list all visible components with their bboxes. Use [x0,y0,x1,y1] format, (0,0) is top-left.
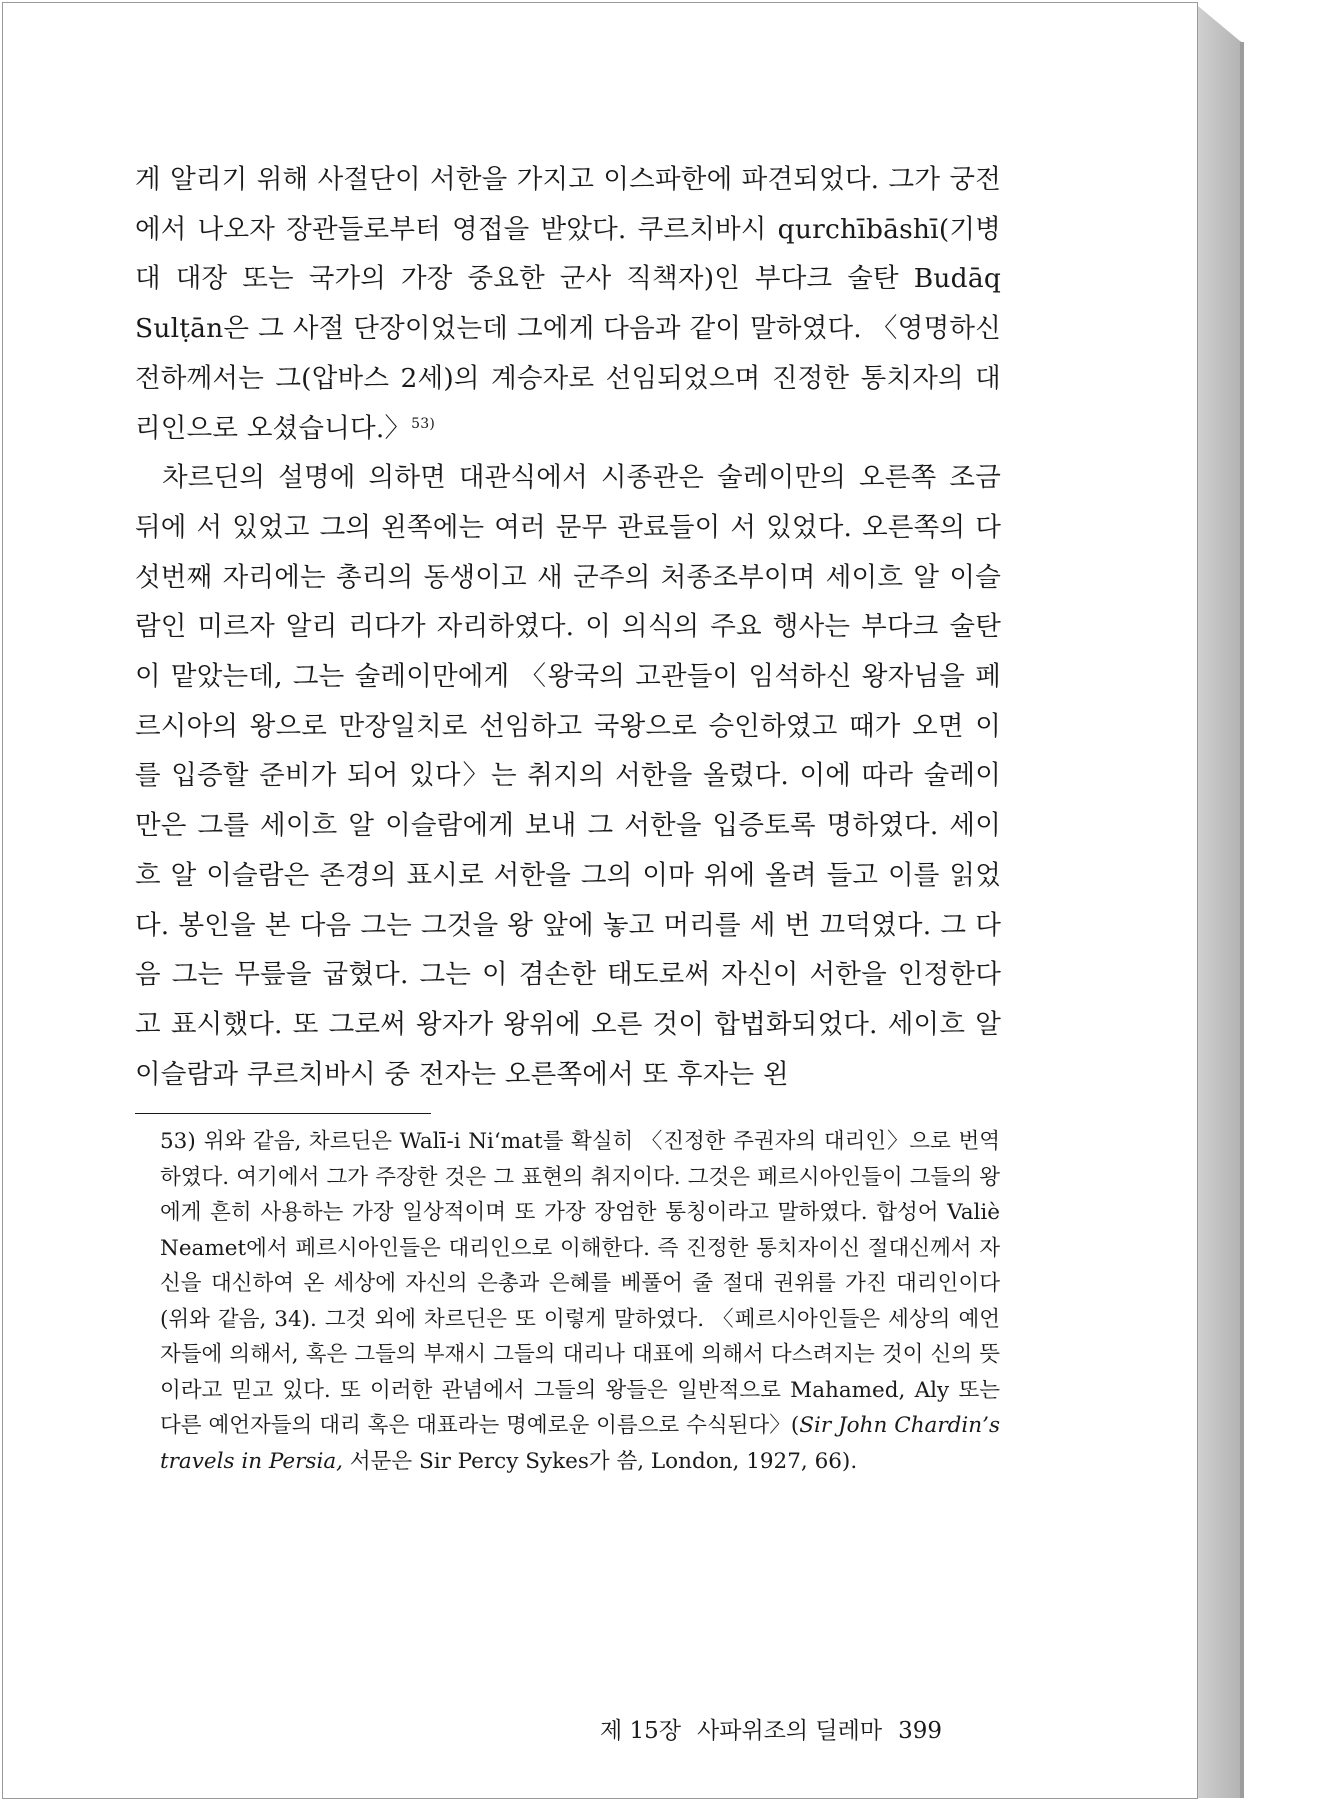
chapter-title: 사파위조의 딜레마 [697,1718,883,1744]
page-edge-shadow [1240,42,1244,1798]
footnote-text-2: 서문은 Sir Percy Sykes가 씀, London, 1927, 66). [342,1448,858,1474]
footnote-number: 53) [160,1129,196,1154]
footnote-cited-title: Sir John Chardin’s travels in Persia, [160,1413,1000,1474]
paragraph-1-text: 게 알리기 위해 사절단이 서한을 가지고 이스파한에 파견되었다. 그가 궁전에서 나오자 장관들로부터 영접을 받았다. 쿠르치바시 qurchībāshī(기병대 대장 또는 국가의 가장 중요한 군사 직책자)인 부다크 술탄 Budāq Sulṭān은 그 사절 단장이었는데 그에게 다음과 같이 말하였다. 〈영명하신 전하께서는 그(압바스 2세)의 계승자로 선임되었으며 진정한 통치자의 대리인으로 오셨습니다.〉 [135,164,1001,444]
body-text [135,155,1001,1099]
page-stack-edge [1198,6,1241,1798]
footnote-53 [160,1124,1000,1479]
paragraph-2: 차르딘의 설명에 의하면 대관식에서 시종관은 술레이만의 오른쪽 조금 뒤에 서 있었고 그의 왼쪽에는 여러 문무 관료들이 서 있었다. 오른쪽의 다섯번째 자리에는 총리의 동생이고 새 군주의 처종조부이며 세이흐 알 이슬람인 미르자 알리 리다가 자리하였다. 이 의식의 주요 행사는 부다크 술탄이 맡았는데, 그는 술레이만에게 〈왕국의 고관들이 임석하신 왕자님을 페르시아의 왕으로 만장일치로 선임하고 국왕으로 승인하였고 때가 오면 이를 입증할 준비가 되어 있다〉는 취지의 서한을 올렸다. 이에 따라 술레이만은 그를 세이흐 알 이슬람에게 보내 그 서한을 입증토록 명하였다. 세이흐 알 이슬람은 존경의 표시로 서한을 그의 이마 위에 올려 들고 이를 읽었다. 봉인을 본 다음 그는 그것을 왕 앞에 놓고 머리를 세 번 끄덕였다. 그 다음 그는 무릎을 굽혔다. 그는 이 겸손한 태도로써 자신이 서한을 인정한다고 표시했다. 또 그로써 왕자가 왕위에 오른 것이 합법화되었다. 세이흐 알 이슬람과 쿠르치바시 중 전자는 오른쪽에서 또 후자는 왼 [135,462,1001,1090]
footnote-text-1: 위와 같음, 차르딘은 Walī-i Ni‘mat를 확실히 〈진정한 주권자의 대리인〉으로 번역하였다. 여기에서 그가 주장한 것은 그 표현의 취지이다. 그것은 페르시아인들이 그들의 왕에게 흔히 사용하는 가장 일상적이며 또 가장 장엄한 통칭이라고 말하였다. 합성어 Valiè Neamet에서 페르시아인들은 대리인으로 이해한다. 즉 진정한 통치자이신 절대신께서 자신을 대신하여 온 세상에 자신의 은총과 은혜를 베풀어 줄 절대 권위를 가진 대리인이다 (위와 같음, 34). 그것 외에 차르딘은 또 이렇게 말하였다. 〈페르시아인들은 세상의 예언자들에 의해서, 혹은 그들의 부재시 그들의 대리나 대표에 의해서 다스려지는 것이 신의 뜻이라고 믿고 있다. 또 이러한 관념에서 그들의 왕들은 일반적으로 Mahamed, Aly 또는 다른 예언자들의 대리 혹은 대표라는 명예로운 이름으로 수식된다〉( [160,1129,1000,1438]
footnote [160,1124,1000,1479]
running-footer [600,1712,1000,1745]
paragraph-1 [135,155,1001,453]
footnote-divider [135,1113,431,1114]
chapter-label: 제 15장 [600,1718,682,1744]
footnote-reference: 53) [411,415,436,432]
page-number: 399 [898,1718,942,1744]
